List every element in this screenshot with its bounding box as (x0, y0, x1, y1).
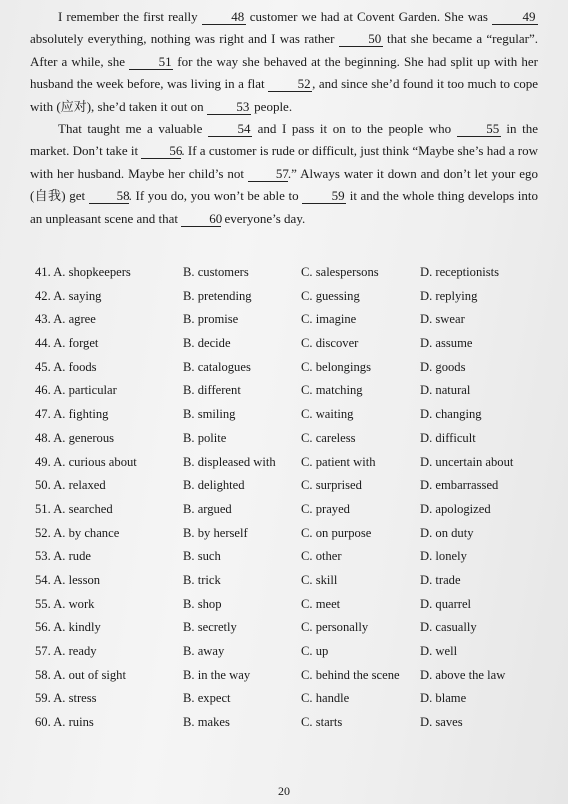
option-b: B. secretly (183, 620, 237, 635)
question-row-49 (35, 451, 550, 475)
option-d: D. casually (420, 620, 477, 635)
option-c: C. starts (301, 715, 343, 730)
option-b: B. expect (183, 691, 231, 706)
option-b: B. polite (183, 430, 227, 445)
option-a: 53. A. rude (35, 549, 91, 564)
option-d: D. replying (420, 288, 478, 303)
option-c: C. skill (301, 572, 338, 587)
question-row-52 (35, 522, 550, 546)
blank-53: 53 (207, 99, 251, 115)
option-b: B. trick (183, 572, 221, 587)
option-c: C. waiting (301, 407, 354, 422)
option-c: C. handle (301, 691, 350, 706)
option-a: 60. A. ruins (35, 715, 94, 730)
option-b: B. away (183, 644, 225, 658)
blank-60: 60 (181, 211, 221, 227)
option-d: D. trade (420, 572, 461, 587)
option-d: D. apologized (420, 501, 491, 516)
option-c: C. up (301, 644, 329, 658)
option-c: C. behind the scene (301, 667, 400, 682)
option-d: D. on duty (420, 525, 474, 540)
option-d: D. receptionists (420, 265, 500, 279)
question-row-43 (35, 308, 550, 332)
question-row-48 (35, 427, 550, 451)
question-row-53 (35, 545, 550, 569)
passage-paragraph-2: That taught me a valuable 54 and I pass it on to the people who 55 in the market. Don’t take it 56. If a customer is rude or difficult, just think “Maybe she’s had a row with her husband. Maybe her child’s not 57.” Always water it down and don’t let your ego (自我) get 58. If you do, you won’t be able to 59 it and the whole thing develops into an unpleasant scene and that 60 everyone’s day. (30, 121, 539, 226)
blank-54: 54 (208, 121, 252, 137)
option-a: 50. A. relaxed (35, 478, 106, 493)
option-a: 57. A. ready (35, 644, 97, 658)
option-b: B. makes (183, 715, 230, 730)
question-row-54 (35, 569, 550, 593)
option-c: C. guessing (301, 288, 360, 303)
option-a: 42. A. saying (35, 288, 102, 303)
option-d: D. blame (420, 691, 467, 706)
question-row-45 (35, 356, 550, 380)
question-row-51 (35, 498, 550, 522)
option-d: D. changing (420, 407, 482, 422)
blank-50: 50 (339, 31, 383, 47)
option-d: D. swear (420, 312, 465, 327)
option-c: C. matching (301, 383, 363, 398)
option-a: 45. A. foods (35, 359, 97, 374)
option-b: B. different (183, 383, 241, 398)
option-a: 43. A. agree (35, 312, 96, 327)
option-d: D. above the law (420, 667, 506, 682)
question-row-44 (35, 332, 550, 356)
option-d: D. difficult (420, 430, 476, 445)
option-d: D. assume (420, 336, 473, 351)
option-a: 48. A. generous (35, 430, 115, 445)
option-b: B. pretending (183, 288, 252, 303)
option-a: 56. A. kindly (35, 620, 101, 635)
cloze-passage (30, 6, 538, 230)
option-c: C. belongings (301, 359, 371, 374)
option-a: 41. A. shopkeepers (35, 265, 131, 279)
option-d: D. goods (420, 359, 466, 374)
option-b: B. by herself (183, 525, 248, 540)
option-a: 54. A. lesson (35, 572, 101, 587)
option-d: D. natural (420, 383, 471, 398)
option-c: C. patient with (301, 454, 376, 469)
question-row-50 (35, 474, 550, 498)
option-d: D. lonely (420, 549, 467, 564)
option-b: B. argued (183, 501, 232, 516)
option-a: 47. A. fighting (35, 407, 109, 422)
option-b: B. delighted (183, 478, 245, 493)
blank-51: 51 (129, 54, 173, 70)
option-b: B. decide (183, 336, 231, 351)
option-c: C. other (301, 549, 342, 564)
question-row-58 (35, 664, 550, 688)
blank-48: 48 (202, 9, 246, 25)
option-a: 46. A. particular (35, 383, 117, 398)
option-b: B. promise (183, 312, 239, 327)
option-a: 58. A. out of sight (35, 667, 126, 682)
option-b: B. such (183, 549, 221, 564)
answer-options-list (35, 261, 550, 735)
option-d: D. quarrel (420, 596, 472, 611)
option-c: C. prayed (301, 501, 350, 516)
option-b: B. in the way (183, 667, 251, 682)
option-c: C. imagine (301, 312, 357, 327)
blank-57: 57 (248, 166, 288, 182)
question-row-60 (35, 711, 550, 735)
option-c: C. surprised (301, 478, 362, 493)
blank-49: 49 (492, 9, 538, 25)
blank-56: 56 (141, 143, 181, 159)
option-a: 52. A. by chance (35, 525, 120, 540)
question-row-47 (35, 403, 550, 427)
page-number: 20 (278, 784, 290, 798)
option-c: C. on purpose (301, 525, 372, 540)
option-b: B. displeased with (183, 454, 276, 469)
option-c: C. personally (301, 620, 369, 635)
question-row-55 (35, 593, 550, 617)
option-a: 55. A. work (35, 596, 95, 611)
option-b: B. customers (183, 265, 249, 279)
question-row-59 (35, 687, 550, 711)
blank-59: 59 (302, 188, 346, 204)
option-d: D. well (420, 644, 458, 658)
question-row-57 (35, 640, 550, 664)
question-row-42 (35, 285, 550, 309)
option-c: C. salespersons (301, 265, 379, 279)
option-c: C. careless (301, 430, 356, 445)
passage-paragraph-1: I remember the first really 48 customer we had at Covent Garden. She was 49 absolutely everything, nothing was right and I was rather 50 that she became a “regular”. After a while, she 51 for the way she behaved at the beginning. She had split up with her husband the week before, was living in a flat 52 , and since she’d found it too much to cope with (应对), she’d taken it out on 53 people. (30, 9, 538, 114)
blank-55: 55 (457, 121, 501, 137)
question-row-56 (35, 616, 550, 640)
option-d: D. embarrassed (420, 478, 499, 493)
option-c: C. meet (301, 596, 341, 611)
option-b: B. shop (183, 596, 222, 611)
option-a: 49. A. curious about (35, 454, 137, 469)
option-d: D. saves (420, 715, 463, 730)
option-a: 44. A. forget (35, 336, 99, 351)
option-c: C. discover (301, 336, 359, 351)
option-a: 59. A. stress (35, 691, 97, 706)
option-b: B. smiling (183, 407, 236, 422)
option-b: B. catalogues (183, 359, 251, 374)
blank-52: 52 (268, 76, 312, 92)
question-row-41 (35, 261, 550, 285)
option-d: D. uncertain about (420, 454, 514, 469)
option-a: 51. A. searched (35, 501, 113, 516)
blank-58: 58 (89, 188, 129, 204)
question-row-46 (35, 379, 550, 403)
